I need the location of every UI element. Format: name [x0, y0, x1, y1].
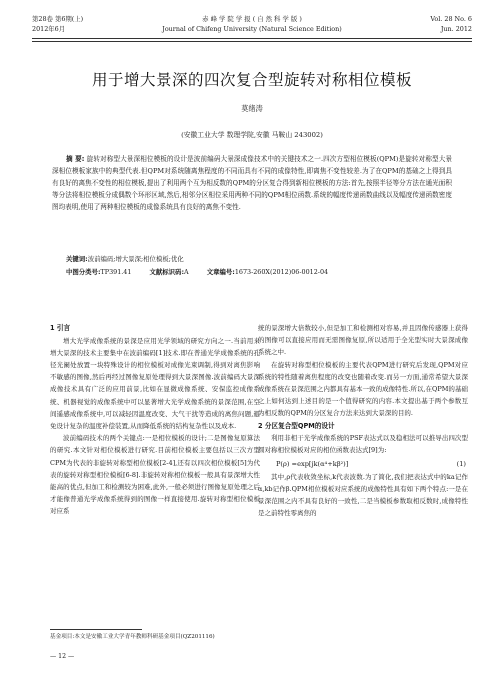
left-column — [50, 322, 260, 518]
section-1-heading: 1 引言 — [50, 324, 71, 332]
doc-code-value: A — [184, 268, 189, 276]
keywords — [66, 253, 456, 265]
clc-label: 中图分类号: — [66, 268, 101, 276]
col2-paragraph-1: 统的景深增大倍数较小,但是加工和检测相对容易,并且因像传感器上获得的图像可以直接应用而无需图像复原,所以适用于全光型实时大景深成像系统之中. — [258, 324, 468, 357]
header-rule — [32, 38, 472, 39]
abstract-label: 摘 要: — [66, 155, 85, 163]
volume-en: Vol. 28 No. 6 — [430, 15, 472, 23]
header-rule-thin — [32, 41, 472, 42]
right-column — [258, 322, 468, 519]
page-number: — 12 — — [50, 653, 75, 660]
journal-name-cn: 赤 峰 学 院 学 报 ( 自 然 科 学 版 ) — [202, 15, 302, 23]
abstract — [52, 153, 452, 213]
classification-line — [66, 266, 456, 278]
equation-1 — [258, 457, 468, 471]
clc-value: TP391.41 — [100, 268, 132, 276]
paper-title: 用于增大景深的四次复合型旋转对称相位模板 — [91, 71, 412, 89]
journal-name-en: Journal of Chifeng University (Natural Science Edition) — [162, 25, 342, 33]
journal-header — [32, 14, 472, 56]
intro-paragraph-1: 增大光学成像系统的景深是应用光学领域的研究方向之一.当前用来增大景深的技术主要集中在波前编码[1]技术.即在普通光学成像系统的孔径光阑处放置一块特殊设计的相位模板对成像光束调制,得到对离焦影响不敏感的图像,然后再经过图像复原处理得到大景深图像.波前编码大景深成像技术具有广泛的应用前景,比如在显微成像系统、安保监控成像系统、机器视觉的成像系统中可以显著增大光学成像系统的景深范围,在空间遥感成像系统中,可以减轻因温度改变、大气干扰等造成的离焦问题,避免设计复杂的温度补偿装置,从而降低系统的结构复杂性以及成本. — [50, 336, 260, 430]
funding-footnote: 基金项目:本文是安徽工业大学青年教师科研基金项目(QZ201116) — [50, 634, 215, 640]
col2-paragraph-4: 其中,ρ代表收敛坐标,k代表波数.为了简化,我们把表达式中的ka记作α,kb记作β.QPM相位模板对应系统的成像特性具有如下两个特点:一是在景深范围之内不具有良好的一致性,二是当模板参数取相反数时,成像特性是之前特性零离焦的 — [258, 472, 468, 518]
header-right — [430, 14, 472, 34]
volume-cn: 第28卷 第6期(上) — [32, 15, 84, 23]
equation-expression: P(ρ) =exp[jk(α⁴+kβ²)] — [276, 459, 349, 468]
date-en: Jun. 2012 — [440, 25, 472, 33]
doc-code-label: 文献标识码: — [149, 268, 185, 276]
col2-paragraph-3: 利用非相干光学成像系统的PSF表达式以及稳相法可以推导出四次型圆对称相位模板对应的相位函数表达式[9]为: — [258, 434, 468, 455]
abstract-text: 旋转对称型大景深相位模板的设计是波前编码大景深成像技术中的关键技术之一.四次方型相位模板(QPM)是旋转对称型大景深相位模板家族中的典型代表.但QPM对系统随离焦程度的不同而具有不同的成像特性,即离焦不变性较差.为了在QPM的基础之上得到具有良好的离焦不变性的相位模板,提出了利用两个互为相反数的QPM的分区复合得到新相位模板的方法:首先,按照半径等分方法在通光面积等分法将相位模板分成偶数个环形区域,然后,相邻分区相位采用两种不同的QPM相位函数.系统的幅度传递函数曲线以及幅度传递函数密度图均表明,使用了两种相位模板的成像系统具有良好的离焦不变性. — [52, 155, 452, 211]
footnote-rule — [50, 629, 142, 630]
col2-paragraph-2: 在旋转对称型相位模板的主要代表QPM进行研究后发现,QPM对应系统的特性随着离焦程度的改变也随着改变.而另一方面,通常希望大景深成像系统在景深范围之内都具有基本一致的成像特性.所以,在QPM的基础之上如何达到上述目的是一个值得研究的内容.本文提出基于两个参数互为相反数的QPM的分区复合方法来达到大景深的目的. — [258, 360, 468, 418]
article-no-label: 文章编号: — [206, 268, 235, 276]
keywords-text: 波前编码;增大景深;相位模板;优化 — [87, 255, 184, 263]
section-2-heading: 2 分区复合型QPM的设计 — [258, 421, 335, 430]
keywords-label: 关键词: — [66, 255, 88, 263]
intro-paragraph-2: 波前编码技术的两个关键点:一是相位模板的设计;二是图像复原算法的研究.本文针对相位模板进行研究.目前相位模板主要包括以三次方型CPM为代表的非旋转对称型相位模板[2-4],还有以四次相位模板[5]为代表的旋转对称型相位模板[6-8].非旋转对称相位模板一般具有景深增大性能高的优点,但加工和检测较为困难,此外,一般必须进行图像复原处理之后才能像普通光学成像系统得到的图像一样直接使用.旋转对称型相位模板对应系 — [50, 434, 260, 516]
date-cn: 2012年6月 — [32, 25, 66, 33]
equation-number: (1) — [456, 459, 466, 468]
paper-author: 莫绪涛 — [241, 104, 263, 113]
author-affiliation: (安徽工业大学 数理学院,安徽 马鞍山 243002) — [181, 131, 323, 139]
header-center — [32, 14, 472, 34]
article-no-value: 1673-260X(2012)06-0012-04 — [234, 268, 329, 276]
